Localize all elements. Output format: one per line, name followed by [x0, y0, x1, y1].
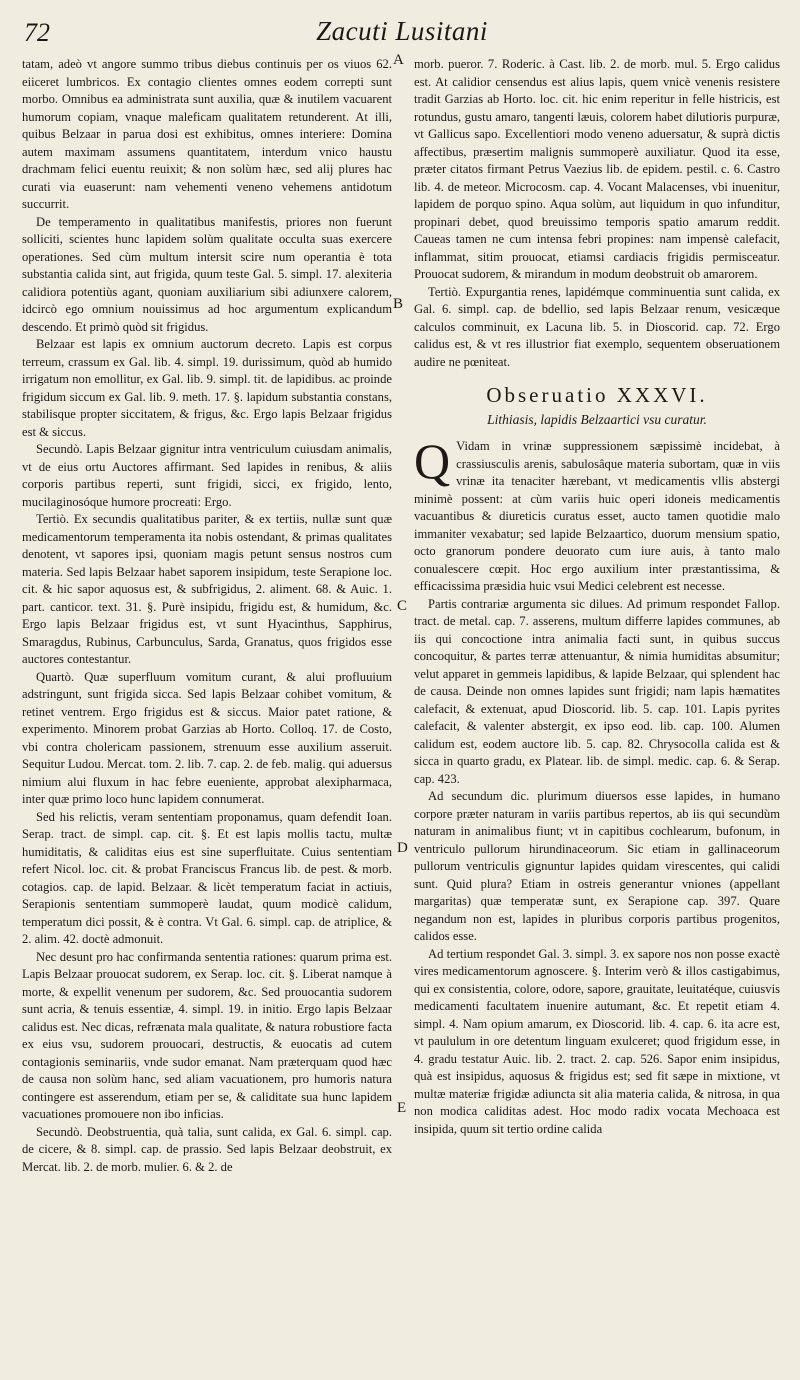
left-paragraph: Sed his relictis, veram sententiam proponamus, quam defendit Ioan. Serap. tract. de simpl. cap. cit. §. Et est lapis mollis tactu, multæ humiditatis, & caliditas eius est sine superfluitate. Cuius sententiam refert Nicol. loc. cit. & probat Franciscus Francus lib. de pest. & morb. cotagios. cap. de lapid. Belzaar. & licèt temperatum faciat in actiuis, Serapionis sententiam summoperè laudat, quum modicè calidum, temperatum dici possit, & è contra. Vt Gal. 6. simpl. cap. de atriplice, & 2. alim. 42. doctè admonuit. [22, 809, 392, 946]
margin-letter-b: B [393, 296, 404, 312]
margin-letter-c: C [397, 598, 408, 614]
page-number: 72 [24, 18, 50, 47]
left-paragraph: Secundò. Deobstruentia, quà talia, sunt calida, ex Gal. 6. simpl. cap. de cicere, & 8. simpl. cap. de prassio. Sed lapis Belzaar deobstruit, ex Mercat. lib. 2. de morb. mulier. 6. & 2. de [22, 1124, 392, 1174]
right-paragraph: morb. pueror. 7. Roderic. à Cast. lib. 2. de morb. mul. 5. Ergo calidus est. At calidior censendus est alius lapis, quem vnicè venenis resistere tradit Garzias ab Horto. loc. cit. hic enim reperitur in felle histricis, est rotundus, gustu amaro, tangenti læuis, colorem habet dilutioris purpuræ, vt Gallicus sapo. Excellentiori modo veneno aduersatur, & suprà dictis affectibus, præsertim malignis summoperè auxiliatur. Quod ita esse, præter citatos firmant Petrus Vaezius lib. de epidem. pestil. c. 6. Castro lib. 4. de meteor. Microcosm. cap. 4. Vocant Malacenses, vbi inuenitur, lapidem de porquo spino. Aqua solùm, aut liquidum in quo infunditur, propinari debet, quod breuissimo temporis spatio amarum reddit. Caueas tamen ne cum intensa febri propines: nam impensè calefacit, inflammat, sitim prouocat, etiamsi cardiacis frigidis permisceatur. Prouocat sudorem, & mirandum in modum deobstruit ob amarorem. [414, 57, 780, 281]
right-column [414, 56, 780, 1138]
right-paragraph: Ad secundum dic. plurimum diuersos esse lapides, in humano corpore præter naturam in variis partibus repertos, ab iis qui secundùm naturam in animalibus fiunt; vt in capitibus cochlearum, bufonum, in ventriculo pullorum hirundinaceorum. Sic etiam in gallinaceorum pullorum ventriculis gignuntur lapides quidam virescentes, qui calidi sunt. Quid plura? Etiam in ostreis generantur vniones (appellant margaritas) quæ temperatæ sunt, ex Serapione cap. 397. Quare negandum non est, lapides in pluribus corporis partibus progenitos, calidos esse. [414, 789, 780, 943]
left-paragraph: De temperamento in qualitatibus manifestis, priores non fuerunt solliciti, scientes hunc lapidem solùm qualitate occulta suas exercere operationes. Sed cùm multum intersit scire num operantia è tota substantia calida sint, aut frigida, quum teste Gal. 5. simpl. 17. alexiteria calidiora potentiùs agant, quoniam auxiliarium sibi adiunxere calorem, idcircò ego omnium nouissimus ad hoc argumentum explicandum descendo. Et primò quòd sit frigidus. [22, 214, 392, 334]
right-paragraph: Partis contrariæ argumenta sic dilues. Ad primum respondet Fallop. tract. de metal. cap. 7. asserens, multum differre lapides communes, ab iis qui concoctione intra animalia facti sunt, in quibus succus concoquitur, & partes terræ attenuantur, & nimia humiditas absumitur; velut apparet in gemmeis lapidibus, & lapide Belzaar, qui splendent hac de causa. Deinde non omnes lapides sunt frigidi; nam lapis hæmatites calefacit, & extenuat, apud Dioscorid. lib. 5. cap. 101. Lapis pyrites calefacit, & valenter abstergit, ex ipso eod. lib. cap. 100. Alumen calidum est, eodem auctore lib. 5. cap. 82. Chrysocolla calida est & sicca in quarto gradu, ex Platear. lib. de simpl. medic. cap. 6. & Serap. cap. 423. [414, 596, 780, 786]
right-paragraph: Ad tertium respondet Gal. 3. simpl. 3. ex sapore nos non posse exactè vires medicamentorum agnoscere. §. Interim verò & illos castigabimus, qui ex consistentia, colore, odore, sapore, grauitate, leuitatéque, cuiusvis medicamenti facultatem inuenire autumant, &c. Et repetit etiam 4. simpl. 4. Nam opium amarum, ex Dioscorid. lib. 4. cap. 6. ita acre est, vt paululum in ore detentum linguam exulceret; quod frigidum esse, in 4. gradu testatur Auic. lib. 2. tract. 2. cap. 526. Sapor enim insipidus, quà est insipidus, aquosus & frigidus est; sed fit sæpe in mixtione, vt multæ materiæ frigidæ adiuncta sit alia materia calida, & nitrosa, in qua non modica caliditas adest. Hoc modo radix vocata Mechoaca est insipida, quum sit tertio ordine calida [414, 946, 780, 1136]
left-paragraph: Nec desunt pro hac confirmanda sententia rationes: quarum prima est. Lapis Belzaar prouocat sudorem, ex Serap. loc. cit. §. Liberat namque à morte, & expellit venenum per sudorem, &c. Sed prouocantia sudorem sunt acria, & tenuis essentiæ, 4. simpl. 19. in initio. Ergo lapis Belzaar calidus est. Nec dicas, refrænata mala qualitate, & natura robustiore facta ex eius vsu, sudorem prouocari, destructis, & euocatis ad cutem contagionis seminariis, vnde sudor emanat. Nam præterquam quod hæc de causa non solùm hanc, sed aliam vacuationem, pro humoris natura contingere est asserendum, etiam per se, & caliditate sua hunc lapidem vacuationes promouere non ibo inficias. [22, 949, 392, 1121]
observation-title: Obseruatio XXXVI. [486, 383, 708, 407]
observation-paragraph [414, 433, 780, 596]
left-paragraph: Secundò. Lapis Belzaar gignitur intra ventriculum cuiusdam animalis, vt de eius ortu Auctores affirmant. Sed lapides in renibus, & aliis corporis partibus reperti, sunt frigidi, sicci, ex frigido, lento, mucilaginosóque humore procreati: Ergo. [22, 442, 392, 509]
page-header [24, 14, 780, 48]
observation-subtitle: Lithiasis, lapidis Belzaartici vsu curatur. [487, 411, 707, 427]
drop-cap: Q [414, 433, 451, 489]
margin-letter-d: D [397, 840, 408, 856]
left-column [22, 56, 392, 1176]
left-paragraph: Tertiò. Ex secundis qualitatibus pariter, & ex tertiis, nullæ sunt quæ medicamentorum temperamenta ita nobis ostendant, & primas qualitates denotent, vt sapores ipsi, quoniam magis petunt sensus nostros cum materia. Sed lapis Belzaar habet saporem insipidum, teste Serapione loc. cit. & hic sapor aquosus est, & subfrigidus, 2. aliment. 68. & Auic. 1. part. canticor. text. 31. §. Purè insipidu, frigidu est, & humidum, &c. Ergo lapis Belzaar frigidus est, vt sunt Hyacinthus, Sapphirus, Smaragdus, Rubinus, Carbunculus, Sarda, Granatus, quos frigidos esse auctores contestantur. [22, 512, 392, 666]
margin-letter-e: E [397, 1100, 407, 1116]
margin-letter-a: A [393, 52, 404, 68]
running-title: Zacuti Lusitani [316, 16, 488, 46]
right-paragraph: Tertiò. Expurgantia renes, lapidémque comminuentia sunt calida, ex Gal. 6. simpl. cap. de bdellio, sed lapis Belzaar renum, vesicæque calculos comminuit, ex Lacuna lib. 5. in Dioscorid. cap. 72. Ergo calidus est, & vt res illustrior fiat exemplo, sequentem obseruationem audire ne pœniteat. [414, 284, 780, 369]
left-paragraph: tatam, adeò vt angore summo tribus diebus continuis per os viuos 62. eiiceret lumbricos. Ex contagio clientes omnes eodem correpti sunt morbo. Omnibus ea administrata sunt auxilia, quæ & inutilem vacuarent humorum copiam, vnaque maleficam qualitatem retunderent. At illi, quibus Belzaar in parua dosi est exhibitus, omnes interiere: Domina autem maximam assumens quantitatem, interdum vnico haustu drachmam felici euentu reuixit; & non solùm hæc, sed alij plures hac curati via euaserunt: nam vehementi veneno vehemens antidotum succurrit. [22, 57, 392, 211]
left-paragraph: Belzaar est lapis ex omnium auctorum decreto. Lapis est corpus terreum, crassum ex Gal. lib. 4. simpl. 19. durissimum, quòd ab humido irrigatum non emollitur, ex Gal. lib. 9. simpl. tit. de lapidibus. ac proinde frigidum siccum ex Gal. lib. 9. meth. 17. §. lapidum substantia constans, stabilisque propter siccitatem, & frigus, &c. Ergo lapis Belzaar frigidus est & siccus. [22, 337, 392, 439]
left-paragraph: Quartò. Quæ superfluum vomitum curant, & alui profluuium adstringunt, sunt frigida sicca. Sed lapis Belzaar cohibet vomitum, & retinet ventrem. Ergo frigidus est & siccus. Maior patet ratione, & experimento. Minorem probat Garzias ab Horto. Colloq. 17. de Costo, vbi contra cholericam passionem, strenuum esse auxilium asseruit. Sequitur Ludou. Mercat. tom. 2. lib. 7. cap. 2. de feb. malig. qui aduersus nimium alui fluxum in hac febre eueniente, approbat alexipharmaca, inter quæ primo loco hunc lapidem connumerat. [22, 669, 392, 806]
observation-text: Vidam in vrinæ suppressionem sæpissimè incidebat, à crassiusculis arenis, sabulosâque materia subortam, quæ in viis vrinæ ita tenaciter hærebant, vt medicamentis vllis abstergi minimè possent: at cùm variis huic operi idoneis medicamentis vacuantibus & diureticis curatus esset, aucto tamen quotidie malo immaniter vexabatur; sed lapide Belzaartico, duorum mensium spatio, octo granorum pondere deuorato cum iure auis, à tanto malo conualescere cœpit. Hoc ergo auxilium inter præstantissima, & efficacissima præsidia huic vsui Medici celebrent est necesse. [414, 439, 780, 593]
